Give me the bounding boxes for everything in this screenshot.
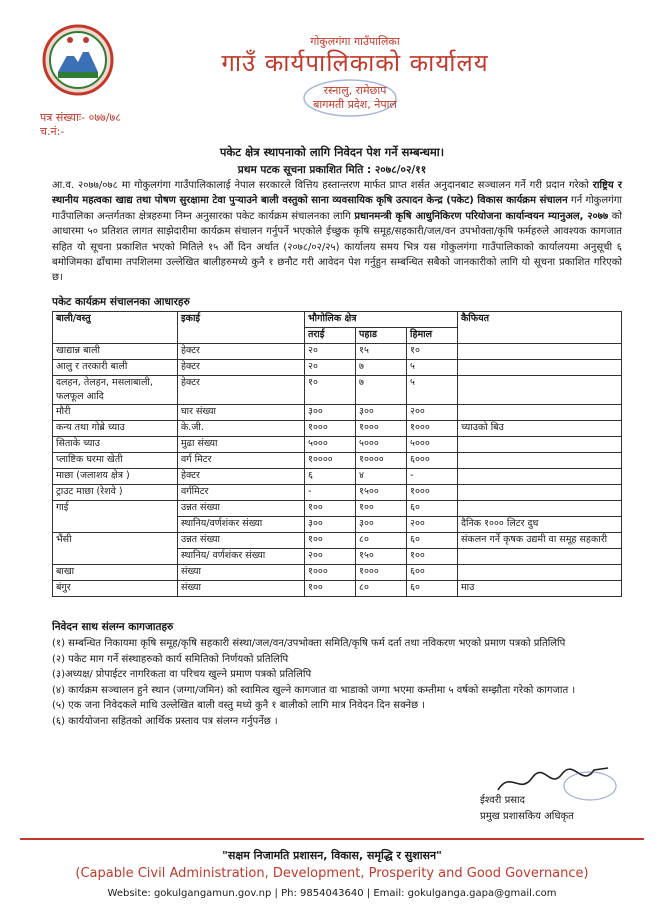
- cell-hill: १०००: [356, 421, 407, 437]
- cell-himal: १००: [407, 549, 458, 565]
- reference-number: पत्र संख्याः- ०७७/७८: [40, 111, 121, 124]
- table-row: [53, 344, 622, 360]
- cell-terai: १००: [305, 581, 356, 597]
- cell-terai: ५०००: [305, 437, 356, 453]
- cell-terai: १००: [305, 533, 356, 549]
- cell-remarks: [458, 360, 622, 376]
- office-title: गाउँ कार्यपालिकाको कार्यालय: [221, 49, 489, 77]
- nepal-emblem-logo: [40, 22, 116, 98]
- cell-terai: ३००: [305, 517, 356, 533]
- cell-remarks: [458, 437, 622, 453]
- cell-unit: स्थानिय/वर्णशंकर संख्या: [178, 517, 305, 533]
- footer-motto: "सक्षम निजामति प्रशासन, विकास, समृद्धि र सुशासन": [222, 849, 442, 862]
- cell-himal: २००: [407, 517, 458, 533]
- cell-unit: संख्या: [178, 565, 305, 581]
- cell-terai: ३००: [305, 405, 356, 421]
- cell-crop: खाद्यान्न बाली: [53, 344, 178, 360]
- cell-crop: बंगुर: [53, 581, 178, 597]
- cell-remarks: [458, 376, 622, 405]
- cell-unit: वर्गमिटर: [178, 485, 305, 501]
- cell-unit: वर्ग मिटर: [178, 453, 305, 469]
- cell-crop: कन्य तथा गोब्रे च्याउ: [53, 421, 178, 437]
- cell-unit: हेक्टर: [178, 376, 305, 405]
- body-text-1: आ.व. २०७७/०७८ मा गोकुलगंगा गाउँपालिकालाई नेपाल सरकारले वित्तिय हस्तान्तरण मार्फत प्राप्त शर्सत अनुदानबाट सञ्चालन गर्ने गरी प्रदान गरेको: [52, 180, 593, 191]
- table-row: [53, 421, 622, 437]
- table-row: [53, 501, 622, 517]
- cell-hill: ३००: [356, 517, 407, 533]
- cell-crop: मौरी: [53, 405, 178, 421]
- cell-terai: १०००: [305, 565, 356, 581]
- cell-remarks: [458, 344, 622, 360]
- attached-documents-title: निवेदन साथ संलग्न कागजातहरु: [52, 621, 174, 633]
- cell-crop: दलहन, तेलहन, मसलाबाली, फलफूल आदि: [53, 376, 178, 405]
- cell-himal: ६०: [407, 533, 458, 549]
- pocket-program-table: [52, 311, 622, 597]
- table-row: [53, 360, 622, 376]
- body-bold-2: प्रधानमन्त्री कृषि आधुनिकिरण परियोजना कार्यान्वयन म्यानुअल, २०७७: [354, 210, 609, 222]
- cell-remarks: [458, 453, 622, 469]
- municipality-name: गोकुलगंगा गाउँपालिका: [310, 35, 400, 48]
- cell-remarks: [458, 405, 622, 421]
- notice-body-paragraph: [52, 178, 622, 286]
- cell-hill: १००: [356, 501, 407, 517]
- cell-himal: -: [407, 469, 458, 485]
- table-row: [53, 453, 622, 469]
- cell-remarks: संकलन गर्ने कृषक उद्यमी वा समूह सहकारी: [458, 533, 622, 549]
- cell-unit: उन्नत संख्या: [178, 533, 305, 549]
- table-row: [53, 469, 622, 485]
- cell-remarks: [458, 565, 622, 581]
- office-seal-stamp: [300, 78, 400, 118]
- list-item: (१) सम्बन्धित निकायमा कृषि समूह/कृषि सहकारी संस्था/जल/वन/उपभोक्ता समिति/कृषि फर्म दर्ता तथा नविकरण भएको प्रमाण पत्रको प्रतिलिपि: [52, 638, 566, 649]
- cell-crop: गाई: [53, 501, 178, 533]
- cell-unit: संख्या: [178, 581, 305, 597]
- cell-remarks: [458, 549, 622, 565]
- cell-himal: १०००: [407, 421, 458, 437]
- body-text-3: को आधारमा ५० प्रतिशत लागत साझेदारीमा कार्यक्रम संचालन गर्नुपर्ने भएकोले ईच्छुक कृषि समूह/सहकारी/जल/वन उपभोक्ता/कृषि फर्महरुले आवश्यक कागजात सहित यो सूचना प्रकाशित भएको मितिले १५ औं दिन अर्थात (२०७८/०२/२५) कार्यालय समय भित्र यस गोकुलगंगा गाउँपालिकाको कार्यालयमा अनुसूची ६ बमोजिमका ढाँचामा तपशिलमा उल्लेखित बालीहरुमध्ये कुनै १ छनौट गरी आवेदन पेश गर्नुहुन सम्बन्धित सबैको जानकारीको लागि यो सूचना प्रकाशित गरिएको छ।: [52, 210, 622, 284]
- cell-terai: १००००: [305, 453, 356, 469]
- header-unit: इकाई: [178, 312, 305, 344]
- cell-himal: ६०००: [407, 453, 458, 469]
- signatory-name: ईश्वरी प्रसाद: [480, 795, 525, 806]
- cell-hill: ४: [356, 469, 407, 485]
- cell-terai: २०: [305, 344, 356, 360]
- cell-crop: आलु र तरकारी बाली: [53, 360, 178, 376]
- header-hill: पहाड: [356, 328, 407, 344]
- cell-terai: ६: [305, 469, 356, 485]
- cell-hill: ८०: [356, 533, 407, 549]
- table-row: [53, 376, 622, 405]
- cell-himal: १०: [407, 344, 458, 360]
- attached-documents-list: [52, 636, 622, 730]
- cell-hill: १००००: [356, 453, 407, 469]
- body-text-2: गर्न गोकुलगंगा गाउँपालिका अन्तर्गतका क्षेत्रहरुमा निम्न अनुसारका पकेट कार्यक्रम संचालनका लागि: [52, 195, 622, 222]
- list-item: (३)अध्यक्ष/ प्रोपाईटर नागरिकता वा परिचय खुल्ने प्रमाण पत्रको प्रतिलिपि: [52, 669, 312, 681]
- footer-english-motto: (Capable Civil Administration, Development, Prosperity and Good Governance): [75, 866, 589, 881]
- cell-hill: १५: [356, 344, 407, 360]
- cell-himal: ५: [407, 376, 458, 405]
- table-row: [53, 581, 622, 597]
- header-remarks: कैफियत: [458, 312, 622, 344]
- table-title: पकेट कार्यक्रम संचालनका आधारहरु: [52, 296, 190, 308]
- cell-hill: ७: [356, 376, 407, 405]
- cell-terai: -: [305, 485, 356, 501]
- address-line-2: बागमती प्रदेश, नेपाल: [313, 98, 397, 111]
- body-bold-1: राष्ट्रिय र स्थानीय महत्वका खाद्य तथा पोषण सुरक्षामा टेवा पुऱ्याउने बाली वस्तुको साना व्यवसायिक कृषि उत्पादन केन्द्र (पकेट) विकास कार्यक्रम संचालन: [52, 180, 622, 207]
- cell-crop: सिताके च्याउ: [53, 437, 178, 453]
- list-item: (६) कार्ययोजना सहितको आर्थिक प्रस्ताव पत्र संलग्न गर्नुपर्नेछ ।: [52, 715, 278, 727]
- cell-hill: ८०: [356, 581, 407, 597]
- header-crop: बाली/वस्तु: [53, 312, 178, 344]
- signatory-title: प्रमुख प्रशासकिय अधिकृत: [480, 811, 574, 822]
- cell-himal: ५०००: [407, 437, 458, 453]
- cell-himal: ६०: [407, 501, 458, 517]
- cell-unit: के.जी.: [178, 421, 305, 437]
- cell-unit: घार संख्या: [178, 405, 305, 421]
- header-terai: तराई: [305, 328, 356, 344]
- cell-remarks: माउ: [458, 581, 622, 597]
- table-row: [53, 485, 622, 501]
- footer-contact: Website: gokulgangamun.gov.np | Ph: 9854043640 | Email: gokulganga.gapa@gmail.com: [107, 888, 557, 899]
- cell-unit: हेक्टर: [178, 360, 305, 376]
- cell-hill: १०००: [356, 565, 407, 581]
- cell-crop: बाखा: [53, 565, 178, 581]
- cell-terai: १००: [305, 501, 356, 517]
- list-item: (२) पकेट माग गर्ने संस्थाहरुको कार्य समितिको निर्णयको प्रतिलिपि: [52, 653, 289, 665]
- cell-crop: प्लाष्टिक घरमा खेती: [53, 453, 178, 469]
- cell-hill: १५०: [356, 549, 407, 565]
- cell-unit: मुढा संख्या: [178, 437, 305, 453]
- cell-unit: हेक्टर: [178, 469, 305, 485]
- cell-remarks: [458, 501, 622, 517]
- notice-subject: पकेट क्षेत्र स्थापनाको लागि निवेदन पेश गर्ने सम्बन्धमा।: [219, 145, 445, 159]
- list-item: (४) कार्यक्रम सञ्चालन हुने स्थान (जग्गा/जमिन) को स्वामित्व खुल्ने कागजात वा भाडाको जग्गा भएमा कम्तीमा ५ वर्षको सम्झौता गरेको कागजात ।: [52, 684, 576, 696]
- cell-crop: माछा (जलाशय क्षेत्र ): [53, 469, 178, 485]
- cell-terai: २०: [305, 360, 356, 376]
- first-publication-date: प्रथम पटक सूचना प्रकाशित मिति : २०७८/०२/११: [237, 164, 427, 176]
- dispatch-number: च.नं:-: [40, 125, 65, 138]
- cell-himal: ५: [407, 360, 458, 376]
- cell-unit: उन्नत संख्या: [178, 501, 305, 517]
- cell-himal: २००: [407, 405, 458, 421]
- address-line-1: रस्नालु, रामेछाप: [323, 84, 387, 97]
- cell-remarks: [458, 469, 622, 485]
- cell-hill: ५०००: [356, 437, 407, 453]
- table-header-row: [53, 312, 622, 328]
- footer-divider: [20, 838, 644, 840]
- cell-himal: १०००: [407, 485, 458, 501]
- cell-hill: १५००: [356, 485, 407, 501]
- list-item: (५) एक जना निवेदकले माथि उल्लेखित बाली वस्तु मध्ये कुनै १ बालीको लागि मात्र निवेदन दिन सक्नेछ ।: [52, 700, 426, 712]
- header-geo: भौगोलिक क्षेत्र: [305, 312, 458, 328]
- cell-terai: १०००: [305, 421, 356, 437]
- cell-terai: १०: [305, 376, 356, 405]
- header-himal: हिमाल: [407, 328, 458, 344]
- cell-hill: ७: [356, 360, 407, 376]
- table-row: [53, 437, 622, 453]
- cell-unit: स्थानिय/ वर्णशंकर संख्या: [178, 549, 305, 565]
- cell-crop: भैंसी: [53, 533, 178, 565]
- cell-unit: हेक्टर: [178, 344, 305, 360]
- table-row: [53, 565, 622, 581]
- table-row: [53, 405, 622, 421]
- cell-hill: ३००: [356, 405, 407, 421]
- cell-terai: २००: [305, 549, 356, 565]
- cell-crop: ट्राउट माछा (रेशवे ): [53, 485, 178, 501]
- cell-remarks: च्याउको बिउ: [458, 421, 622, 437]
- cell-himal: ६०: [407, 581, 458, 597]
- cell-remarks: [458, 485, 622, 501]
- table-row: [53, 533, 622, 549]
- cell-remarks: दैनिक १००० लिटर दुध: [458, 517, 622, 533]
- cell-himal: ६००: [407, 565, 458, 581]
